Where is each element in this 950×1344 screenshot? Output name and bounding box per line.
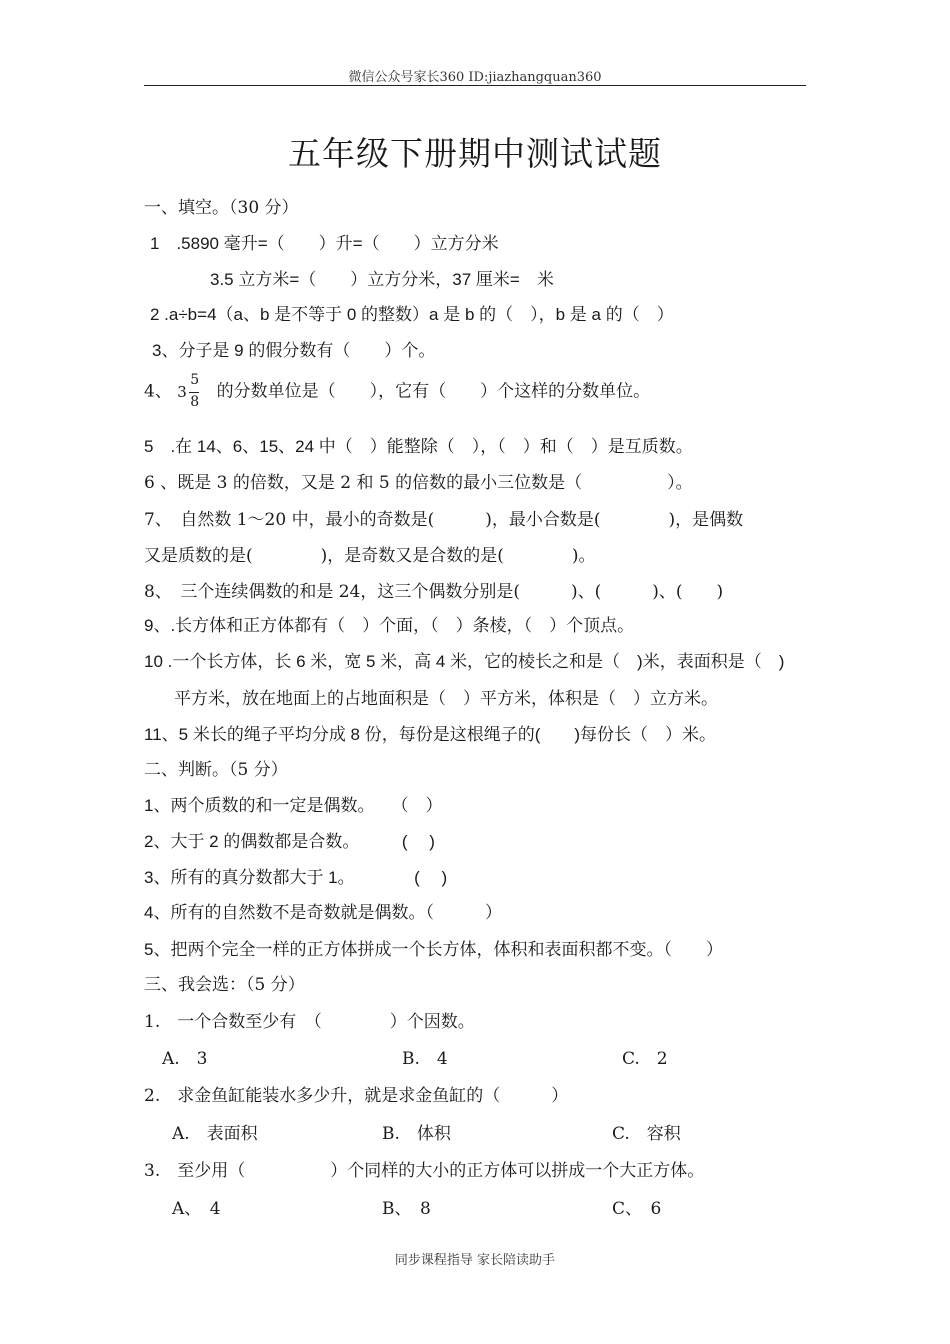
question-1b: 3.5 立方米=（ ）立方分米，37 厘米= 米 (210, 270, 554, 289)
choice-2-option-b: B. 体积 (382, 1124, 451, 1144)
choice-2: 2. 求金鱼缸能装水多少升，就是求金鱼缸的（ ） (144, 1086, 569, 1106)
page-title: 五年级下册期中测试试题 (288, 134, 662, 173)
choice-1: 1. 一个合数至少有 （ ）个因数。 (144, 1012, 475, 1032)
question-10b: 平方米，放在地面上的占地面积是（ ）平方米，体积是（ ）立方米。 (174, 689, 718, 708)
question-8: 8、 三个连续偶数的和是 24，这三个偶数分别是( )、( )、( ) (144, 582, 724, 602)
choice-3: 3. 至少用（ ）个同样的大小的正方体可以拼成一个大正方体。 (144, 1161, 705, 1181)
choice-3-option-a: A、 4 (172, 1199, 221, 1219)
choice-3-option-b: B、 8 (382, 1199, 431, 1219)
section-judge-heading: 二、判断。（5 分） (144, 760, 288, 780)
page-footer: 同步课程指导 家长陪读助手 (394, 1253, 556, 1268)
section-choice-heading: 三、我会选：（5 分） (144, 975, 305, 995)
choice-2-option-a: A. 表面积 (172, 1124, 258, 1144)
question-2: 2 .a÷b=4（a、b 是不等于 0 的整数）a 是 b 的（ ），b 是 a 的（ ） (150, 305, 674, 324)
judge-5: 5、把两个完全一样的正方体拼成一个长方体，体积和表面积都不变。（ ） (144, 940, 723, 959)
question-11: 11、5 米长的绳子平均分成 8 份，每份是这根绳子的( )每份长（ ）米。 (144, 725, 717, 744)
choice-1-option-a: A. 3 (162, 1049, 208, 1069)
question-9: 9、.长方体和正方体都有（ ）个面，（ ）条棱，（ ）个顶点。 (144, 616, 635, 635)
question-3: 3、分子是 9 的假分数有（ ）个。 (152, 341, 436, 360)
section-fill-in-heading: 一、填空。（30 分） (144, 198, 299, 218)
question-6: 6 、既是 3 的倍数，又是 2 和 5 的倍数的最小三位数是（ ）。 (144, 473, 693, 493)
question-1a: 1 .5890 毫升=（ ）升=（ ）立方分米 (150, 234, 499, 253)
page-header: 微信公众号家长360 ID:jiazhangquan360 (348, 70, 602, 85)
question-4-number: 4、 (144, 381, 172, 402)
judge-4: 4、所有的自然数不是奇数就是偶数。（ ） (144, 903, 502, 922)
judge-1: 1、两个质数的和一定是偶数。 （ ） (144, 796, 443, 815)
judge-3: 3、所有的真分数都大于 1。 ( ) (144, 868, 448, 887)
fraction-whole: 3 (177, 383, 187, 401)
question-7b: 又是质数的是( )，是奇数又是合数的是( )。 (144, 546, 596, 566)
choice-1-option-b: B. 4 (402, 1049, 448, 1069)
question-7a: 7、 自然数 1～20 中，最小的奇数是( )，最小合数是( )，是偶数 (144, 510, 744, 530)
judge-2: 2、大于 2 的偶数都是合数。 ( ) (144, 832, 435, 851)
question-10a: 10 .一个长方体，长 6 米，宽 5 米，高 4 米，它的棱长之和是（ )米，表面积是（ ) (144, 652, 785, 671)
header-rule (144, 85, 806, 86)
fraction-denominator: 8 (190, 394, 200, 410)
mixed-fraction (177, 372, 211, 412)
choice-1-option-c: C. 2 (622, 1049, 668, 1069)
choice-2-option-c: C. 容积 (612, 1124, 681, 1144)
fraction-numerator: 5 (190, 372, 200, 388)
question-5: 5 .在 14、6、15、24 中（ ）能整除（ ），（ ）和（ ）是互质数。 (144, 437, 693, 456)
question-4-text: 的分数单位是（ ），它有（ ）个这样的分数单位。 (216, 381, 651, 402)
fraction-bar (189, 392, 199, 393)
choice-3-option-c: C、 6 (612, 1199, 662, 1219)
question-4 (144, 372, 650, 412)
